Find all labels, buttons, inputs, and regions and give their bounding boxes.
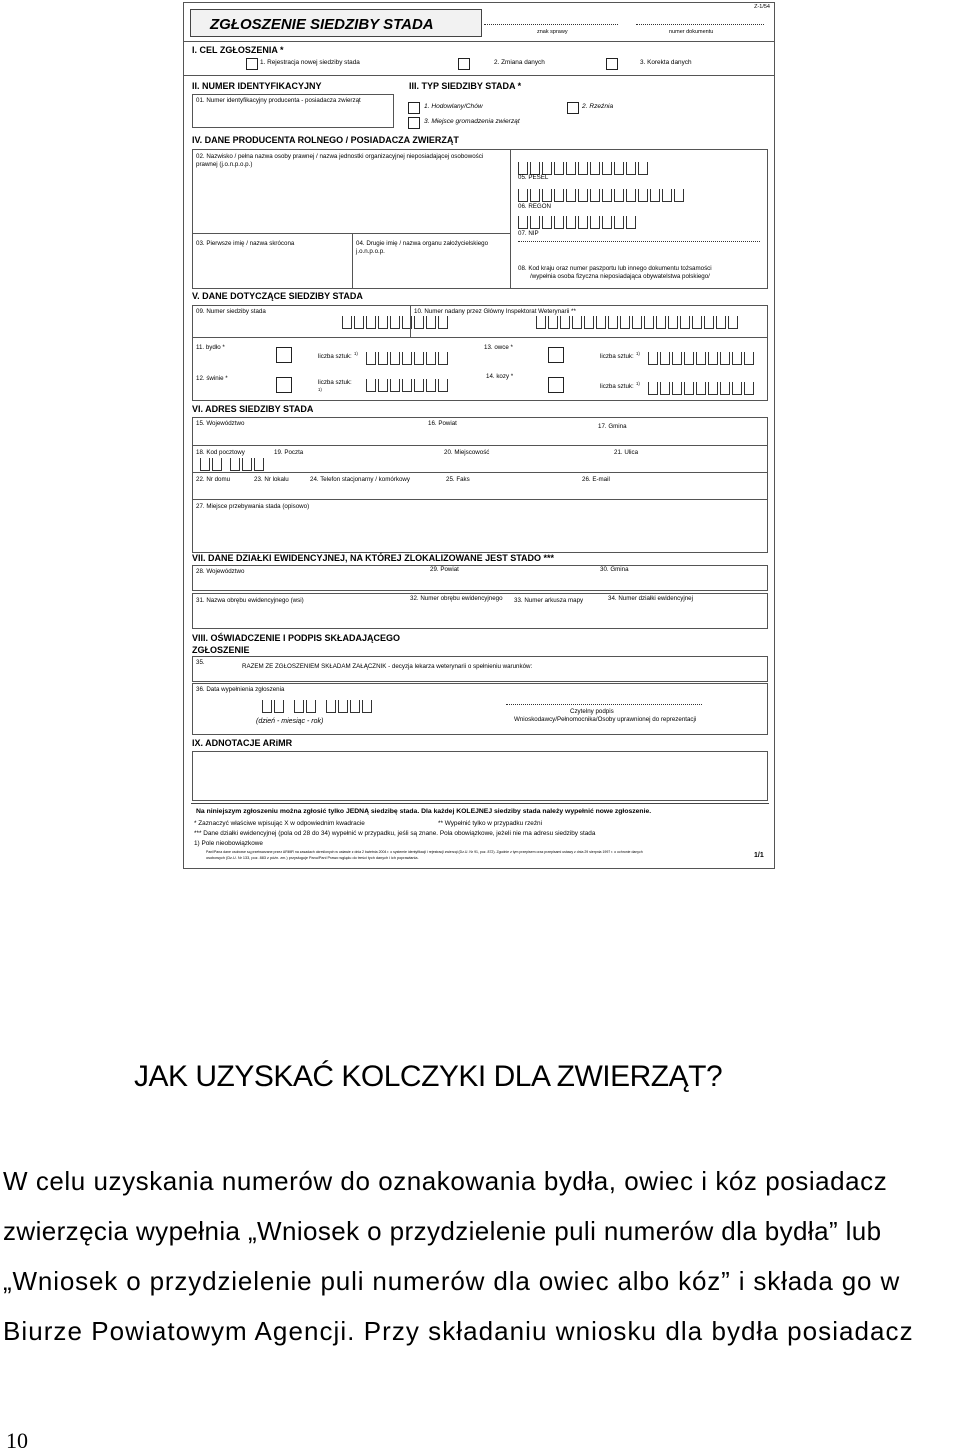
note-4: 1) Pole nieobowiązkowe bbox=[194, 840, 263, 847]
goats-count-label: liczba sztuk: bbox=[600, 383, 634, 390]
type-gathering-label: 3. Miejsce gromadzenia zwierząt bbox=[424, 118, 520, 125]
pigs-footnote: 1) bbox=[318, 387, 322, 392]
field-01-label: 01. Numer identyfikacyjny producenta - posiadacza zwierząt bbox=[196, 97, 361, 104]
page-heading: JAK UZYSKAĆ KOLCZYKI DLA ZWIERZĄT? bbox=[134, 1060, 723, 1093]
cattle-footnote: 1) bbox=[354, 351, 358, 356]
field-18-label: 18. Kod pocztowy bbox=[196, 449, 245, 456]
form-page-number: 1/1 bbox=[754, 852, 764, 859]
parcel-box-1 bbox=[192, 565, 768, 591]
section-7-heading: VII. DANE DZIAŁKI EWIDENCYJNEJ, NA KTÓREJ ZLOKALIZOWANE JEST STADO *** bbox=[192, 553, 555, 563]
form-code: Z-1/54 bbox=[754, 4, 770, 10]
field-32-label: 32. Numer obrębu ewidencyjnego bbox=[410, 595, 503, 602]
address-box bbox=[192, 417, 768, 553]
field-07-label: 07. NIP bbox=[518, 230, 539, 237]
annotations-box bbox=[192, 751, 768, 801]
purpose-change-label: 2. Zmiana danych bbox=[494, 59, 545, 66]
case-mark-label: znak sprawy bbox=[537, 29, 568, 35]
field-02-label: 02. Nazwisko / pełna nazwa osoby prawnej / nazwa jednostki organizacyjnej nieposiadającej osobowości bbox=[196, 153, 484, 160]
pigs-checkbox[interactable] bbox=[276, 377, 292, 393]
field-12-label: 12. świnie * bbox=[196, 375, 228, 382]
field-05-label: 05. PESEL bbox=[518, 174, 549, 181]
field-17-label: 17. Gmina bbox=[598, 423, 627, 430]
field-30-label: 30. Gmina bbox=[600, 566, 629, 573]
signature-label-2: Wnioskodawcy/Pełnomocnika/Osoby uprawnionej do reprezentacji bbox=[514, 716, 697, 723]
field-31-label: 31. Nazwa obrębu ewidencyjnego (wsi) bbox=[196, 597, 304, 604]
field-29-label: 29. Powiat bbox=[430, 566, 459, 573]
section-8-heading-2: ZGŁOSZENIE bbox=[192, 645, 250, 655]
nip-input[interactable] bbox=[518, 216, 638, 229]
field-03-label: 03. Pierwsze imię / nazwa skrócona bbox=[196, 240, 295, 247]
field-08-label-2: /wypełnia osoba fizyczna nieposiadająca obywatelstwa polskiego/ bbox=[530, 273, 710, 280]
note-2b: ** Wypełnić tylko w przypadku rzeźni bbox=[438, 820, 543, 827]
note-5: Pani/Pana dane osobowe są przetwarzane przez ARiMR na zasadach określonych w ustawie z dnia 2 kwietnia 2004 r. o systemie identyfikacji i rejestracji zwierząt (Dz.U. Nr 91, poz. 872). Zgodnie z tym przepisem oraz przepisami ustawy z dnia 29 sierpnia 1997 r. o ochronie danych bbox=[206, 850, 643, 854]
doc-number-line bbox=[636, 24, 764, 25]
field-34-label: 34. Numer działki ewidencyjnej bbox=[608, 595, 693, 602]
field-23-label: 23. Nr lokalu bbox=[254, 476, 289, 483]
paragraph-line-2: zwierzęcia wypełnia „Wniosek o przydzielenie puli numerów dla bydła” lub bbox=[3, 1216, 882, 1246]
type-slaughterhouse-label: 2. Rzeźnia bbox=[582, 103, 614, 110]
section-1-heading: I. CEL ZGŁOSZENIA * bbox=[192, 45, 284, 55]
registration-form bbox=[183, 2, 775, 869]
goats-footnote: 1) bbox=[636, 381, 640, 386]
cattle-count-input[interactable] bbox=[366, 352, 450, 365]
section-4-heading: IV. DANE PRODUCENTA ROLNEGO / POSIADACZA ZWIERZĄT bbox=[192, 135, 459, 145]
type-slaughterhouse-checkbox[interactable] bbox=[567, 102, 579, 114]
pigs-count-input[interactable] bbox=[366, 379, 450, 392]
field-13-label: 13. owce * bbox=[484, 344, 513, 351]
note-1: Na niniejszym zgłoszeniu można zgłosić tylko JEDNĄ siedzibę stada. Dla każdej KOLEJNEJ siedziby stada należy wypełnić nowe zgłoszenie. bbox=[196, 808, 652, 815]
paragraph-line-1: W celu uzyskania numerów do oznakowania bydła, owiec i kóz posiadacz bbox=[3, 1166, 888, 1196]
note-3: *** Dane działki ewidencyjnej (pola od 28 do 34) wypełnić w przypadku, jeśli są znane. Pola obowiązkowe, jeżeli nie ma adresu siedziby stada bbox=[194, 830, 596, 837]
field-06-label: 06. REGON bbox=[518, 203, 552, 210]
field-02-label-2: prawnej (j.o.n.p.o.p.) bbox=[196, 161, 253, 168]
date-hint: (dzień - miesiąc - rok) bbox=[256, 718, 324, 725]
signature-label: Czytelny podpis bbox=[570, 708, 614, 715]
attachment-statement: RAZEM ZE ZGŁOSZENIEM SKŁADAM ZAŁĄCZNIK - decyzja lekarza weterynarii o spełnieniu warunków: bbox=[242, 663, 533, 670]
case-mark-line bbox=[484, 24, 618, 25]
cattle-checkbox[interactable] bbox=[276, 347, 292, 363]
field-09-label: 09. Numer siedziby stada bbox=[196, 308, 266, 315]
field-11-label: 11. bydło * bbox=[196, 344, 225, 351]
postal-code-input[interactable] bbox=[200, 458, 266, 471]
field-21-label: 21. Ulica bbox=[614, 449, 639, 456]
regon-input[interactable] bbox=[518, 189, 686, 202]
goats-count-input[interactable] bbox=[648, 382, 756, 395]
purpose-correct-label: 3. Korekta danych bbox=[640, 59, 692, 66]
sheep-checkbox[interactable] bbox=[548, 347, 564, 363]
type-breeding-checkbox[interactable] bbox=[408, 102, 420, 114]
purpose-register-checkbox[interactable] bbox=[246, 58, 258, 70]
page-number: 10 bbox=[6, 1428, 28, 1453]
vet-number-input[interactable] bbox=[536, 316, 740, 329]
field-15-label: 15. Województwo bbox=[196, 420, 245, 427]
section-3-heading: III. TYP SIEDZIBY STADA * bbox=[409, 81, 522, 91]
passport-input[interactable] bbox=[518, 241, 760, 242]
field-35-label: 35. bbox=[196, 659, 205, 666]
field-04-label-2: j.o.n.p.o.p. bbox=[356, 248, 385, 255]
form-title: ZGŁOSZENIE SIEDZIBY STADA bbox=[210, 16, 434, 33]
paragraph-line-3: „Wniosek o przydzielenie puli numerów dla owiec albo kóz” i składa go w bbox=[3, 1266, 901, 1296]
purpose-register-label: 1. Rejestracja nowej siedziby stada bbox=[260, 59, 360, 66]
cattle-count-label: liczba sztuk: bbox=[318, 353, 352, 360]
field-10-label: 10. Numer nadany przez Główny Inspektorat Weterynarii ** bbox=[414, 308, 576, 315]
section-2-heading: II. NUMER IDENTYFIKACYJNY bbox=[192, 81, 322, 91]
section-6-heading: VI. ADRES SIEDZIBY STADA bbox=[192, 404, 314, 414]
field-33-label: 33. Numer arkusza mapy bbox=[514, 597, 584, 604]
field-36-label: 36. Data wypełnienia zgłoszenia bbox=[196, 686, 285, 693]
field-20-label: 20. Miejscowość bbox=[444, 449, 490, 456]
pigs-count-label: liczba sztuk: bbox=[318, 379, 352, 386]
field-27-label: 27. Miejsce przebywania stada (opisowo) bbox=[196, 503, 310, 510]
section-5-heading: V. DANE DOTYCZĄCE SIEDZIBY STADA bbox=[192, 291, 363, 301]
sheep-count-label: liczba sztuk: bbox=[600, 353, 634, 360]
date-input[interactable] bbox=[262, 700, 374, 713]
field-08-label: 08. Kod kraju oraz numer paszportu lub innego dokumentu tożsamości bbox=[518, 265, 712, 272]
section-9-heading: IX. ADNOTACJE ARiMR bbox=[192, 738, 293, 748]
field-04-label: 04. Drugie imię / nazwa organu założycielskiego bbox=[356, 240, 489, 247]
field-25-label: 25. Faks bbox=[446, 476, 470, 483]
sheep-count-input[interactable] bbox=[648, 352, 756, 365]
signature-line[interactable] bbox=[506, 704, 702, 705]
sheep-footnote: 1) bbox=[636, 351, 640, 356]
doc-number-label: numer dokumentu bbox=[669, 29, 714, 35]
purpose-change-checkbox[interactable] bbox=[458, 58, 470, 70]
section-8-heading: VIII. OŚWIADCZENIE I PODPIS SKŁADAJĄCEGO bbox=[192, 633, 401, 643]
note-2a: * Zaznaczyć właściwe wpisując X w odpowiednim kwadracie bbox=[194, 820, 365, 827]
paragraph-line-4: Biurze Powiatowym Agencji. Przy składaniu wniosku dla bydła posiadacz bbox=[3, 1316, 914, 1346]
field-16-label: 16. Powiat bbox=[428, 420, 457, 427]
type-gathering-checkbox[interactable] bbox=[408, 117, 420, 129]
note-6: osobowych (Dz.U. Nr 133, poz. 883 z późn. zm.) przysługuje Panu/Pani Prawo wglądu do treści tych danych i ich poprawiania. bbox=[206, 856, 419, 860]
field-24-label: 24. Telefon stacjonarny / komórkowy bbox=[310, 476, 410, 483]
type-breeding-label: 1. Hodowlany/Chów bbox=[424, 103, 483, 110]
field-14-label: 14. kozy * bbox=[486, 373, 514, 380]
field-26-label: 26. E-mail bbox=[582, 476, 610, 483]
field-19-label: 19. Poczta bbox=[274, 449, 304, 456]
field-28-label: 28. Województwo bbox=[196, 568, 245, 575]
goats-checkbox[interactable] bbox=[548, 377, 564, 393]
field-22-label: 22. Nr domu bbox=[196, 476, 231, 483]
purpose-correct-checkbox[interactable] bbox=[606, 58, 618, 70]
herd-number-input[interactable] bbox=[342, 316, 450, 329]
